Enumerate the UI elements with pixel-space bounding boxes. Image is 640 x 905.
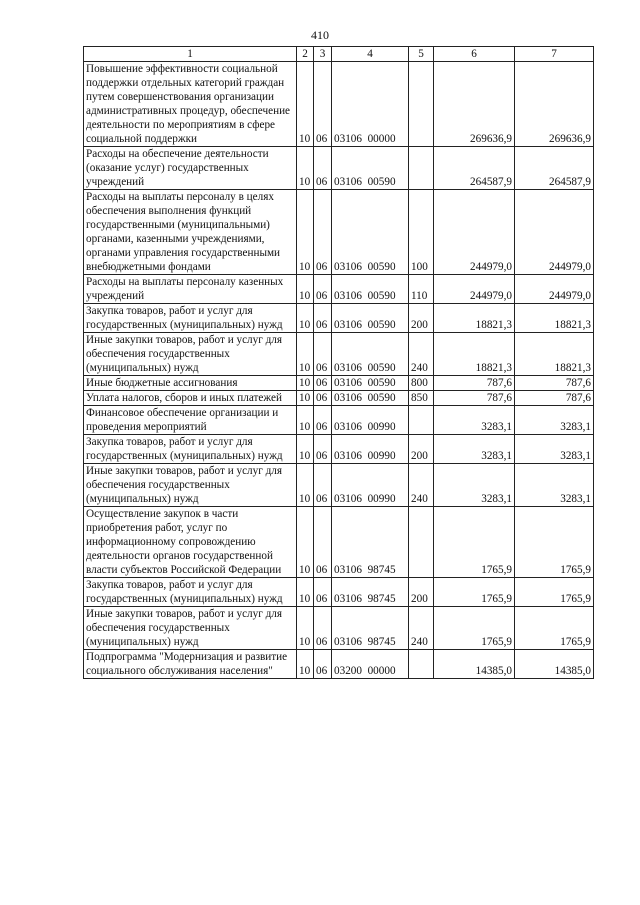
- target-article-code: 03106 00590: [332, 391, 409, 406]
- section-code: 10: [297, 376, 314, 391]
- subsection-code: 06: [314, 147, 332, 190]
- expense-item-name: Уплата налогов, сборов и иных платежей: [84, 391, 297, 406]
- subsection-code: 06: [314, 333, 332, 376]
- expense-type-code: 240: [409, 464, 434, 507]
- amount-year-2: 18821,3: [515, 304, 594, 333]
- expense-type-code: 200: [409, 435, 434, 464]
- amount-year-1: 3283,1: [434, 435, 515, 464]
- target-article-code: 03106 00990: [332, 435, 409, 464]
- amount-year-2: 18821,3: [515, 333, 594, 376]
- amount-year-1: 244979,0: [434, 190, 515, 275]
- section-code: 10: [297, 406, 314, 435]
- expense-type-code: 110: [409, 275, 434, 304]
- expense-type-code: 800: [409, 376, 434, 391]
- expense-type-code: [409, 62, 434, 147]
- column-header: 3: [314, 47, 332, 62]
- expense-item-name: Закупка товаров, работ и услуг для государственных (муниципальных) нужд: [84, 435, 297, 464]
- expense-type-code: 240: [409, 607, 434, 650]
- expense-item-name: Закупка товаров, работ и услуг для государственных (муниципальных) нужд: [84, 304, 297, 333]
- subsection-code: 06: [314, 376, 332, 391]
- target-article-code: 03106 00590: [332, 190, 409, 275]
- amount-year-1: 1765,9: [434, 607, 515, 650]
- amount-year-1: 18821,3: [434, 304, 515, 333]
- amount-year-2: 787,6: [515, 391, 594, 406]
- table-row: [84, 333, 594, 376]
- table-row: [84, 391, 594, 406]
- amount-year-1: 787,6: [434, 391, 515, 406]
- expense-item-name: Иные закупки товаров, работ и услуг для обеспечения государственных (муниципальных) нужд: [84, 607, 297, 650]
- expense-type-code: [409, 507, 434, 578]
- section-code: 10: [297, 147, 314, 190]
- table-row: [84, 62, 594, 147]
- table-row: [84, 376, 594, 391]
- amount-year-2: 264587,9: [515, 147, 594, 190]
- subsection-code: 06: [314, 190, 332, 275]
- section-code: 10: [297, 333, 314, 376]
- section-code: 10: [297, 578, 314, 607]
- table-row: [84, 435, 594, 464]
- amount-year-2: 3283,1: [515, 435, 594, 464]
- subsection-code: 06: [314, 391, 332, 406]
- table-row: [84, 275, 594, 304]
- subsection-code: 06: [314, 304, 332, 333]
- expense-item-name: Расходы на выплаты персоналу в целях обеспечения выполнения функций государственными (муниципальными) органами, казенными учреждениями, органами управления государственными внебюджетными фондами: [84, 190, 297, 275]
- section-code: 10: [297, 275, 314, 304]
- section-code: 10: [297, 62, 314, 147]
- section-code: 10: [297, 435, 314, 464]
- table-row: [84, 650, 594, 679]
- column-header: 1: [84, 47, 297, 62]
- target-article-code: 03106 00590: [332, 376, 409, 391]
- subsection-code: 06: [314, 62, 332, 147]
- target-article-code: 03106 00590: [332, 304, 409, 333]
- amount-year-1: 269636,9: [434, 62, 515, 147]
- amount-year-1: 14385,0: [434, 650, 515, 679]
- amount-year-1: 787,6: [434, 376, 515, 391]
- subsection-code: 06: [314, 578, 332, 607]
- amount-year-2: 3283,1: [515, 464, 594, 507]
- expense-type-code: 240: [409, 333, 434, 376]
- expense-item-name: Подпрограмма "Модернизация и развитие социального обслуживания населения": [84, 650, 297, 679]
- target-article-code: 03106 98745: [332, 578, 409, 607]
- amount-year-2: 1765,9: [515, 578, 594, 607]
- subsection-code: 06: [314, 607, 332, 650]
- table-row: [84, 406, 594, 435]
- amount-year-2: 1765,9: [515, 507, 594, 578]
- target-article-code: 03106 00990: [332, 406, 409, 435]
- table-row: [84, 507, 594, 578]
- expense-item-name: Повышение эффективности социальной поддержки отдельных категорий граждан путем совершенствования организации административных процедур, обеспечение деятельности по мероприятиям в сфере социальной поддержки: [84, 62, 297, 147]
- subsection-code: 06: [314, 507, 332, 578]
- expense-type-code: 200: [409, 578, 434, 607]
- expense-item-name: Расходы на обеспечение деятельности (оказание услуг) государственных учреждений: [84, 147, 297, 190]
- subsection-code: 06: [314, 435, 332, 464]
- subsection-code: 06: [314, 464, 332, 507]
- column-header: 6: [434, 47, 515, 62]
- column-header: 5: [409, 47, 434, 62]
- amount-year-2: 1765,9: [515, 607, 594, 650]
- amount-year-2: 244979,0: [515, 190, 594, 275]
- expense-item-name: Осуществление закупок в части приобретения работ, услуг по информационному сопровождению деятельности органов государственной власти субъектов Российской Федерации: [84, 507, 297, 578]
- table-row: [84, 190, 594, 275]
- subsection-code: 06: [314, 275, 332, 304]
- expense-item-name: Иные закупки товаров, работ и услуг для обеспечения государственных (муниципальных) нужд: [84, 333, 297, 376]
- table-row: [84, 464, 594, 507]
- table-row: [84, 304, 594, 333]
- section-code: 10: [297, 391, 314, 406]
- column-header: 2: [297, 47, 314, 62]
- target-article-code: 03106 00590: [332, 275, 409, 304]
- page-number: 410: [311, 28, 329, 42]
- target-article-code: 03200 00000: [332, 650, 409, 679]
- target-article-code: 03106 00590: [332, 333, 409, 376]
- amount-year-1: 264587,9: [434, 147, 515, 190]
- section-code: 10: [297, 650, 314, 679]
- amount-year-1: 1765,9: [434, 507, 515, 578]
- amount-year-1: 1765,9: [434, 578, 515, 607]
- amount-year-1: 18821,3: [434, 333, 515, 376]
- amount-year-2: 3283,1: [515, 406, 594, 435]
- amount-year-1: 3283,1: [434, 406, 515, 435]
- target-article-code: 03106 98745: [332, 607, 409, 650]
- target-article-code: 03106 00990: [332, 464, 409, 507]
- expense-type-code: 850: [409, 391, 434, 406]
- amount-year-2: 14385,0: [515, 650, 594, 679]
- target-article-code: 03106 98745: [332, 507, 409, 578]
- section-code: 10: [297, 190, 314, 275]
- expense-type-code: 200: [409, 304, 434, 333]
- table-row: [84, 578, 594, 607]
- subsection-code: 06: [314, 406, 332, 435]
- expense-item-name: Закупка товаров, работ и услуг для государственных (муниципальных) нужд: [84, 578, 297, 607]
- expense-item-name: Финансовое обеспечение организации и проведения мероприятий: [84, 406, 297, 435]
- section-code: 10: [297, 464, 314, 507]
- table-row: [84, 147, 594, 190]
- column-header: 7: [515, 47, 594, 62]
- target-article-code: 03106 00000: [332, 62, 409, 147]
- expense-type-code: [409, 650, 434, 679]
- expense-type-code: [409, 147, 434, 190]
- section-code: 10: [297, 304, 314, 333]
- section-code: 10: [297, 507, 314, 578]
- column-header: 4: [332, 47, 409, 62]
- budget-table: [83, 46, 594, 679]
- amount-year-2: 787,6: [515, 376, 594, 391]
- amount-year-2: 244979,0: [515, 275, 594, 304]
- subsection-code: 06: [314, 650, 332, 679]
- expense-item-name: Иные бюджетные ассигнования: [84, 376, 297, 391]
- target-article-code: 03106 00590: [332, 147, 409, 190]
- amount-year-1: 3283,1: [434, 464, 515, 507]
- amount-year-2: 269636,9: [515, 62, 594, 147]
- column-number-row: [84, 47, 594, 62]
- expense-item-name: Расходы на выплаты персоналу казенных учреждений: [84, 275, 297, 304]
- expense-type-code: [409, 406, 434, 435]
- expense-type-code: 100: [409, 190, 434, 275]
- expense-item-name: Иные закупки товаров, работ и услуг для обеспечения государственных (муниципальных) нужд: [84, 464, 297, 507]
- amount-year-1: 244979,0: [434, 275, 515, 304]
- table-row: [84, 607, 594, 650]
- section-code: 10: [297, 607, 314, 650]
